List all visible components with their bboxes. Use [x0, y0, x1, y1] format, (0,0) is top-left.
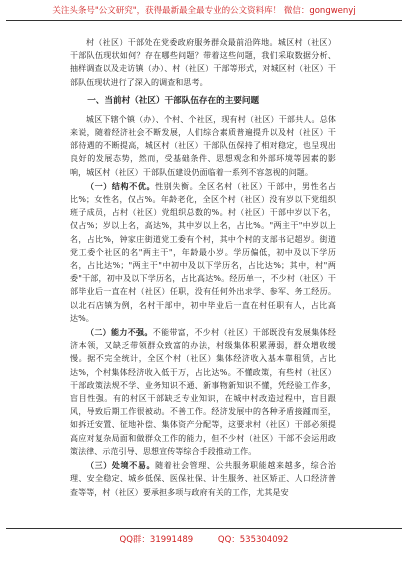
item-structure-lead: （一）结构不优。	[86, 181, 156, 191]
item-ability-lead: （二）能力不强。	[86, 328, 153, 338]
item-situation-text: 随着社会管理、公共服务职能越来越多，综合治理、安全稳定、城乡低保、医保社保、计生服务、社区矫正、人口经济普查等等，村（社区）要承担多项与政府有关的工作，尤其是安	[70, 461, 336, 497]
item-situation-paragraph	[70, 459, 336, 499]
footer-contact	[0, 533, 408, 545]
document-body	[70, 36, 336, 500]
footer-qq: QQ：535304092	[217, 535, 289, 545]
item-structure-text: 性别失衡。全区名村（社区）干部中，男性名占比%；女性名，仅占%。年龄老化，全区个村（社区）没有岁以下党组织班子成员，占村（社区）党组织总数的%。村（社区）干部中岁以下名，仅占%；岁以上名，高达%，其中岁以上名，占比%。"两主干"中岁以上名，占比%，钟家庄街道党工委有个村，其中个村的支部书记超岁。街道党工委个社区的名"两主干"，年龄最小岁。学历偏低，初中及以下学历名，占比达%；"两主干"中初中及以下学历名，占比达%；其中，村"两委"干部，初中及以下学历名，占比高达%。经历单一，不少村（社区）干部毕业后一直在村（社区）任职，没有任何外出求学、参军、务工经历。以北石店镇为例，名村干部中，初中毕业后一直在村任职有人，占比高达%。	[70, 181, 336, 323]
item-ability-paragraph	[70, 326, 336, 458]
section-heading: 一、当前村（社区）干部队伍存在的主要问题	[87, 95, 260, 106]
header-divider	[6, 20, 402, 21]
header-banner: 关注头条号"公文研究"，获得最新最全最专业的公文资料库！ 微信：gongwenyj	[52, 6, 356, 16]
item-structure-paragraph	[70, 180, 336, 325]
item-situation-lead: （三）处境不易。	[86, 461, 156, 471]
intro-paragraph: 村（社区）干部处在党委政府服务群众最前沿阵地。城区村（社区）干部队伍现状如何？存在哪些问题？带着这些问题，我们采取数据分析、抽样调查以及走访镇（办）、村（社区）干部等形式，对城区村（社区）干部队伍现状进行了深入的调查和思考。	[70, 38, 336, 87]
section-paragraph: 城区下辖个镇（办）、个村、个社区，现有村（社区）干部共人。总体来说，随着经济社会不断发展，人们综合素质普遍提升以及村（社区）干部待遇的不断提高，城区村（社区）干部队伍保持了相对稳定，也呈现出良好的发展态势，然而，受基础条件、思想观念和外部环境等因素的影响，城区村（社区）干部队伍建设仍面临着一系列不容忽视的问题。	[70, 114, 336, 177]
item-ability-text: 不能带富，不少村（社区）干部既没有发展集体经济本领，又缺乏带领群众致富的办法，村级集体积累薄弱，群众增收缓慢。据不完全统计，全区个村（社区）集体经济收入基本靠租赁，占比达%，个村集体经济收入低于万，占比达%。不懂政策，有些村（社区）干部政策法规不学、业务知识不通、新事物新知识不懂，凭经验工作多，盲目性强。有的村区干部缺乏专业知识，在城中村改造过程中，盲目跟风，导致后期工作很被动。不善工作。经济发展中的各种矛盾接踵而至，如拆迁安置、征地补偿、集体资产分配等，这要求村（社区）干部必须提高应对复杂局面和做群众工作的能力，但不少村（社区）干部不会运用政策法律、示范引导、思想宣传等综合手段推动工作。	[70, 328, 336, 456]
footer-qq-group: QQ群：31991489	[119, 535, 194, 545]
footer-divider	[6, 528, 402, 529]
